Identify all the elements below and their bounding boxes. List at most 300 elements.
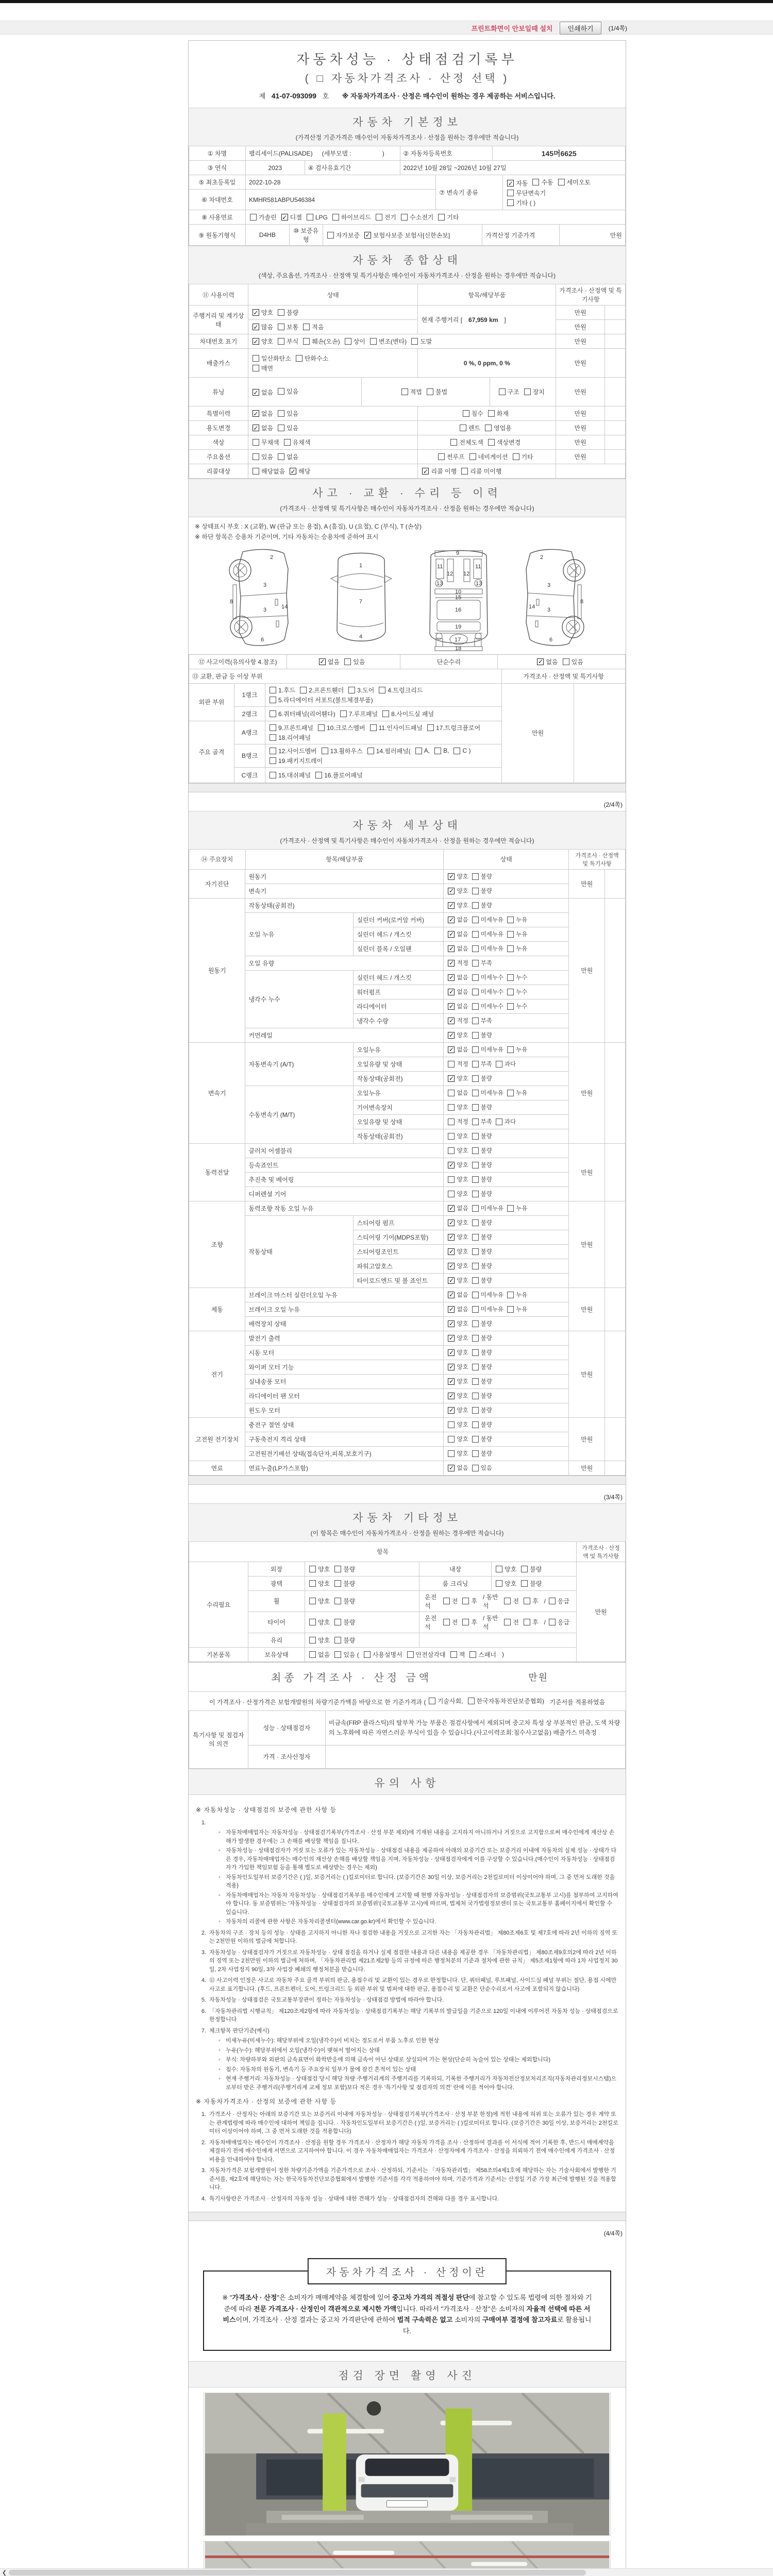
notices-body bbox=[189, 1795, 626, 2212]
checkbox[interactable] bbox=[278, 409, 298, 418]
checkbox[interactable] bbox=[270, 733, 311, 742]
svg-text:3: 3 bbox=[263, 606, 267, 613]
checkbox[interactable] bbox=[296, 354, 328, 363]
checkbox-label: 없음 bbox=[457, 1047, 468, 1054]
checkbox-checked[interactable] bbox=[253, 337, 273, 346]
checkbox[interactable] bbox=[558, 178, 591, 187]
checkbox-checked[interactable] bbox=[448, 959, 468, 967]
checkbox-checked[interactable] bbox=[448, 1016, 468, 1025]
section-subtitle: (가격조사 · 산정액 및 특기사항은 매수인이 자동차가격조사 · 산정을 원하는 경우에만 적습니다) bbox=[280, 837, 534, 844]
checkbox-box bbox=[322, 748, 328, 754]
checkbox[interactable] bbox=[472, 1233, 492, 1241]
checkbox[interactable] bbox=[309, 1565, 330, 1573]
checkbox[interactable] bbox=[448, 1449, 468, 1458]
checkbox-checked[interactable] bbox=[448, 1233, 468, 1241]
checkbox[interactable] bbox=[309, 1618, 330, 1626]
bullet-marker: ◦ bbox=[219, 2076, 221, 2082]
checkbox[interactable] bbox=[469, 452, 508, 461]
checkbox[interactable] bbox=[270, 709, 335, 718]
checkbox[interactable] bbox=[407, 1650, 446, 1659]
checkbox-box: ✓ bbox=[448, 1161, 454, 1169]
checkbox[interactable] bbox=[472, 1074, 492, 1082]
label-basic-items: 기본품목 bbox=[189, 1648, 248, 1662]
checkbox[interactable] bbox=[472, 1002, 503, 1010]
checkbox[interactable] bbox=[270, 756, 323, 765]
checkbox[interactable] bbox=[348, 686, 374, 694]
checkbox-label: 없음 bbox=[457, 946, 468, 953]
checkbox-checked[interactable] bbox=[448, 1204, 468, 1212]
checkbox-checked[interactable] bbox=[448, 1348, 468, 1357]
checkbox[interactable] bbox=[469, 1650, 496, 1659]
price-cell: 만원 bbox=[577, 1562, 626, 1662]
checkbox[interactable] bbox=[429, 1697, 463, 1705]
checkbox[interactable] bbox=[460, 423, 480, 432]
checkbox[interactable] bbox=[322, 747, 363, 755]
checkbox[interactable] bbox=[507, 1305, 527, 1313]
checkbox[interactable] bbox=[334, 1597, 355, 1605]
state-options bbox=[444, 1072, 569, 1086]
checkbox[interactable] bbox=[427, 387, 447, 396]
checkbox[interactable] bbox=[253, 438, 279, 447]
checkbox[interactable] bbox=[472, 988, 503, 996]
service-note: ※ 자동차가격조사 · 산정은 매수인이 원하는 경우 제공하는 서비스입니다. bbox=[342, 92, 556, 100]
checkbox-checked[interactable] bbox=[253, 308, 273, 317]
checkbox[interactable] bbox=[513, 452, 533, 461]
checkbox[interactable] bbox=[472, 916, 503, 924]
state-options bbox=[444, 913, 569, 927]
checkbox[interactable] bbox=[472, 1117, 492, 1126]
checkbox[interactable] bbox=[307, 214, 328, 221]
checkbox-checked[interactable] bbox=[290, 467, 310, 476]
checkbox-checked[interactable] bbox=[448, 1392, 468, 1400]
label-transmission-type: ⑦ 변속기 종류 bbox=[436, 175, 503, 210]
checkbox[interactable] bbox=[507, 189, 546, 197]
label-appraiser: 가격 · 조사산정자 bbox=[248, 1745, 326, 1769]
checkbox[interactable] bbox=[521, 1579, 542, 1588]
checkbox[interactable] bbox=[532, 178, 553, 187]
checkbox[interactable] bbox=[472, 1060, 492, 1068]
checkbox-checked[interactable] bbox=[448, 1464, 468, 1472]
checkbox[interactable] bbox=[549, 1597, 569, 1605]
checkbox[interactable] bbox=[411, 337, 432, 346]
checkbox[interactable] bbox=[472, 1435, 492, 1443]
checkbox-box bbox=[472, 960, 479, 967]
option-text: ) bbox=[502, 1651, 505, 1658]
checkbox[interactable] bbox=[472, 1247, 492, 1256]
checkbox-checked[interactable] bbox=[253, 323, 273, 331]
checkbox-checked[interactable] bbox=[364, 231, 450, 240]
checkbox-checked[interactable] bbox=[448, 1334, 468, 1342]
checkbox-box bbox=[472, 974, 479, 981]
checkbox[interactable] bbox=[472, 1190, 492, 1198]
checkbox-box bbox=[507, 1003, 514, 1010]
checkbox[interactable] bbox=[488, 409, 509, 418]
checkbox[interactable] bbox=[309, 1597, 330, 1605]
price-cell: 만원 bbox=[556, 450, 605, 464]
checkbox-box bbox=[461, 468, 468, 474]
checkbox[interactable] bbox=[496, 1117, 516, 1126]
checkbox-checked[interactable] bbox=[448, 1002, 468, 1010]
checkbox[interactable] bbox=[507, 973, 527, 981]
checkbox[interactable] bbox=[334, 1565, 355, 1573]
checkbox-label: 양호 bbox=[457, 903, 468, 909]
checkbox[interactable] bbox=[309, 1650, 330, 1659]
checkbox-label: 15.대쉬패널 bbox=[278, 771, 311, 779]
checkbox[interactable] bbox=[521, 1565, 542, 1573]
checkbox[interactable] bbox=[472, 1377, 492, 1385]
checkbox-box: ✓ bbox=[448, 1291, 454, 1299]
checkbox-checked[interactable] bbox=[448, 1319, 468, 1328]
checkbox-box bbox=[448, 1061, 455, 1067]
checkbox[interactable] bbox=[401, 213, 433, 222]
checkbox[interactable] bbox=[472, 887, 492, 895]
emission-values: 0 %, 0 ppm, 0 % bbox=[418, 349, 556, 378]
accident-history-options bbox=[287, 655, 400, 669]
checkbox[interactable] bbox=[448, 1175, 468, 1183]
checkbox[interactable] bbox=[472, 1363, 492, 1371]
checkbox[interactable] bbox=[370, 337, 407, 346]
item-label: 커먼레일 bbox=[245, 1028, 444, 1043]
checkbox-label: 양호 bbox=[457, 1249, 468, 1256]
checkbox[interactable] bbox=[524, 1618, 539, 1626]
item-label: 구동축전지 격리 상태 bbox=[245, 1432, 444, 1447]
checkbox[interactable] bbox=[496, 1579, 516, 1588]
checkbox-box bbox=[278, 453, 284, 460]
checkbox[interactable] bbox=[472, 1089, 503, 1097]
checkbox[interactable] bbox=[472, 1204, 503, 1212]
checkbox[interactable] bbox=[415, 747, 430, 754]
checkbox[interactable] bbox=[270, 686, 295, 694]
checkbox-label: 있음 bbox=[287, 410, 299, 417]
checkbox[interactable] bbox=[334, 1618, 355, 1626]
checkbox-checked[interactable] bbox=[448, 1074, 468, 1082]
checkbox-checked[interactable] bbox=[448, 901, 468, 909]
remark-cell bbox=[605, 1418, 626, 1461]
checkbox[interactable] bbox=[318, 723, 365, 732]
checkbox[interactable] bbox=[448, 1132, 468, 1140]
checkbox-checked[interactable] bbox=[448, 1031, 468, 1039]
text: 로 활용됩니다. bbox=[402, 2316, 592, 2335]
checkbox[interactable] bbox=[278, 452, 298, 461]
checkbox[interactable] bbox=[278, 308, 298, 317]
scrollbar-thumb[interactable] bbox=[9, 2570, 586, 2575]
label-engine-type: ⑨ 원동기형식 bbox=[189, 225, 246, 246]
checkbox-box bbox=[472, 1436, 479, 1443]
checkbox[interactable] bbox=[379, 686, 423, 694]
checkbox-checked[interactable] bbox=[507, 179, 528, 188]
checkbox[interactable] bbox=[507, 916, 527, 924]
checkbox[interactable] bbox=[364, 1650, 402, 1659]
checkbox[interactable] bbox=[472, 959, 492, 967]
checkbox-checked[interactable] bbox=[448, 1291, 468, 1299]
checkbox[interactable] bbox=[472, 1132, 492, 1140]
checkbox[interactable] bbox=[472, 1016, 492, 1025]
header-price: 가격조사 · 산정액 및 특기사항 bbox=[577, 1542, 626, 1562]
checkbox[interactable] bbox=[448, 1190, 468, 1198]
checkbox[interactable] bbox=[438, 213, 459, 222]
checkbox-checked[interactable] bbox=[448, 1406, 468, 1414]
checkbox[interactable] bbox=[401, 387, 422, 396]
checkbox[interactable] bbox=[472, 1449, 492, 1458]
checkbox[interactable] bbox=[461, 467, 501, 476]
checkbox[interactable] bbox=[504, 1618, 519, 1626]
checkbox[interactable] bbox=[468, 1697, 545, 1705]
checkbox[interactable] bbox=[472, 1276, 492, 1284]
price-cell: 만원 bbox=[556, 406, 605, 421]
checkbox[interactable] bbox=[367, 747, 411, 755]
checkbox-label: 없음 bbox=[287, 453, 299, 461]
checkbox-checked[interactable] bbox=[448, 1045, 468, 1054]
checkbox[interactable] bbox=[462, 1618, 477, 1626]
checkbox[interactable] bbox=[549, 1618, 569, 1626]
checkbox-box bbox=[309, 1651, 316, 1658]
checkbox-checked[interactable] bbox=[281, 213, 302, 222]
checkbox-label: 전기 bbox=[384, 214, 397, 221]
checkbox[interactable] bbox=[507, 1204, 527, 1212]
checkbox[interactable] bbox=[472, 930, 503, 938]
checkbox-checked[interactable] bbox=[537, 657, 558, 666]
checkbox[interactable] bbox=[472, 1392, 492, 1400]
checkbox-label: 양호 bbox=[457, 888, 468, 895]
checkbox[interactable] bbox=[309, 1579, 330, 1588]
checkbox[interactable] bbox=[448, 1060, 468, 1068]
checkbox[interactable] bbox=[472, 1031, 492, 1039]
notice-item bbox=[196, 2195, 618, 2204]
checkbox[interactable] bbox=[524, 1597, 539, 1605]
checkbox[interactable] bbox=[334, 1579, 355, 1588]
checkbox[interactable] bbox=[278, 387, 298, 396]
checkbox[interactable] bbox=[472, 872, 492, 880]
checkbox-box bbox=[415, 748, 422, 754]
checkbox[interactable] bbox=[485, 423, 512, 432]
checkbox[interactable] bbox=[472, 944, 503, 953]
checkbox[interactable] bbox=[376, 213, 396, 222]
checkbox[interactable] bbox=[334, 1636, 355, 1645]
checkbox[interactable] bbox=[472, 1045, 503, 1054]
checkbox-box bbox=[463, 410, 469, 417]
checkbox-checked[interactable] bbox=[319, 657, 340, 666]
checkbox[interactable] bbox=[327, 231, 360, 240]
checkbox-checked[interactable] bbox=[448, 1247, 468, 1256]
horizontal-scrollbar[interactable] bbox=[0, 2568, 773, 2576]
checkbox[interactable] bbox=[450, 438, 483, 447]
header-part: 항목/해당부품 bbox=[418, 284, 556, 306]
checkbox-checked[interactable] bbox=[253, 388, 273, 397]
checkbox-checked[interactable] bbox=[448, 1377, 468, 1385]
checkbox-label: 양호 bbox=[457, 1162, 468, 1169]
checkbox[interactable] bbox=[507, 1045, 527, 1054]
checkbox[interactable] bbox=[462, 1597, 477, 1605]
checkbox-box bbox=[472, 902, 479, 909]
checkbox[interactable] bbox=[332, 213, 371, 222]
remark-cell bbox=[605, 435, 626, 450]
checkbox[interactable] bbox=[507, 930, 527, 938]
checkbox[interactable] bbox=[504, 1597, 519, 1605]
checkbox[interactable] bbox=[507, 1089, 527, 1097]
svg-text:11: 11 bbox=[437, 563, 443, 570]
checkbox[interactable] bbox=[443, 1597, 458, 1605]
checkbox[interactable] bbox=[448, 1146, 468, 1155]
checkbox[interactable] bbox=[303, 337, 340, 346]
checkbox[interactable] bbox=[284, 438, 311, 447]
checkbox[interactable] bbox=[443, 1618, 458, 1626]
checkbox[interactable] bbox=[472, 973, 503, 981]
checkbox-checked[interactable] bbox=[448, 916, 468, 924]
checkbox-box bbox=[300, 687, 307, 693]
checkbox[interactable] bbox=[370, 723, 423, 732]
checkbox[interactable] bbox=[270, 723, 313, 732]
checkbox-checked[interactable] bbox=[422, 467, 457, 476]
checkbox-label: 양호 bbox=[457, 874, 468, 880]
checkbox[interactable] bbox=[253, 364, 273, 372]
checkbox[interactable] bbox=[278, 423, 298, 432]
checkbox-checked[interactable] bbox=[448, 1276, 468, 1284]
checkbox-label: 미세누수 bbox=[480, 975, 504, 981]
checkbox-box bbox=[253, 365, 259, 371]
checkbox[interactable] bbox=[507, 1002, 527, 1010]
scroll-left-arrow[interactable]: ❮ bbox=[2, 2569, 7, 2576]
device-label: 고전원 전기장치 bbox=[189, 1418, 245, 1461]
checkbox[interactable] bbox=[300, 686, 344, 694]
checkbox[interactable] bbox=[496, 1565, 516, 1573]
checkbox[interactable] bbox=[472, 1348, 492, 1357]
checkbox[interactable] bbox=[270, 696, 373, 704]
checkbox[interactable] bbox=[278, 337, 298, 346]
svg-text:3: 3 bbox=[547, 606, 551, 613]
checkbox[interactable] bbox=[524, 387, 545, 396]
checkbox[interactable] bbox=[334, 1650, 359, 1659]
checkbox[interactable] bbox=[270, 747, 317, 755]
checkbox[interactable] bbox=[563, 657, 583, 666]
checkbox-label: 양호 bbox=[505, 1580, 517, 1587]
checkbox[interactable] bbox=[278, 323, 298, 331]
checkbox[interactable] bbox=[507, 944, 527, 953]
checkbox[interactable] bbox=[472, 901, 492, 909]
checkbox[interactable] bbox=[472, 1305, 503, 1313]
checkbox[interactable] bbox=[448, 1420, 468, 1429]
checkbox[interactable] bbox=[448, 1435, 468, 1443]
checkbox[interactable] bbox=[507, 988, 527, 996]
checkbox-checked[interactable] bbox=[448, 872, 468, 880]
checkbox-box bbox=[507, 1306, 514, 1313]
checkbox-checked[interactable] bbox=[448, 944, 468, 953]
checkbox-label: 적정 bbox=[457, 1061, 468, 1068]
checkbox-label: 양호 bbox=[457, 1177, 468, 1183]
checkbox-label: 양호 bbox=[457, 1379, 468, 1385]
checkbox[interactable] bbox=[303, 323, 324, 331]
checkbox[interactable] bbox=[472, 1161, 492, 1169]
checkbox[interactable] bbox=[382, 709, 434, 718]
checkbox-checked[interactable] bbox=[448, 887, 468, 895]
label-submodel: (세부모델 : bbox=[322, 150, 351, 157]
checkbox-label: 불량 bbox=[480, 903, 492, 909]
checkbox[interactable] bbox=[472, 1175, 492, 1183]
checkbox-box bbox=[278, 425, 284, 431]
notice-bullet bbox=[219, 1846, 618, 1872]
price-cell: 만원 bbox=[569, 1043, 605, 1144]
item-label: 시동 모터 bbox=[245, 1346, 444, 1360]
checkbox-box bbox=[549, 1619, 556, 1625]
checkbox[interactable] bbox=[496, 1060, 516, 1068]
checkbox[interactable] bbox=[253, 452, 273, 461]
checkbox[interactable] bbox=[472, 1262, 492, 1270]
checkbox-label: 6.쿼터패널(리어휀다) bbox=[278, 710, 335, 718]
checkbox[interactable] bbox=[315, 771, 363, 779]
print-button[interactable]: 인쇄하기 bbox=[560, 22, 601, 35]
checkbox-checked[interactable] bbox=[448, 930, 468, 938]
checkbox-box bbox=[472, 1090, 479, 1096]
checkbox[interactable] bbox=[507, 1291, 527, 1299]
checkbox-checked[interactable] bbox=[448, 1161, 468, 1169]
checkbox[interactable] bbox=[434, 747, 449, 754]
checkbox-box bbox=[334, 1598, 341, 1604]
checkbox-checked[interactable] bbox=[253, 423, 273, 432]
checkbox[interactable] bbox=[472, 1406, 492, 1414]
checkbox-checked[interactable] bbox=[448, 973, 468, 981]
checkbox-box: ✓ bbox=[448, 1219, 454, 1227]
checkbox-label: 5.라디에이터 서포트(볼트체결부품) bbox=[278, 696, 373, 704]
checkbox[interactable] bbox=[438, 452, 465, 461]
checkbox[interactable] bbox=[453, 747, 470, 754]
checkbox[interactable] bbox=[472, 1103, 492, 1111]
checkbox-label: 미세누유 bbox=[480, 1206, 504, 1212]
checkbox-box bbox=[472, 1219, 479, 1226]
checkbox-label: 없음 bbox=[261, 425, 274, 432]
checkbox[interactable] bbox=[499, 387, 519, 396]
checkbox-label: 불량 bbox=[480, 1379, 492, 1385]
checkbox[interactable] bbox=[345, 337, 365, 346]
checkbox[interactable] bbox=[472, 1218, 492, 1227]
checkbox-checked[interactable] bbox=[448, 1363, 468, 1371]
checkbox[interactable] bbox=[472, 1464, 492, 1472]
checkbox-label: 양호 bbox=[318, 1619, 330, 1626]
doc-no: 41-07-093099 bbox=[271, 92, 316, 100]
checkbox-box bbox=[438, 453, 445, 460]
checkbox-label: 양호 bbox=[457, 1148, 468, 1155]
checkbox[interactable] bbox=[472, 1319, 492, 1328]
checkbox[interactable] bbox=[463, 409, 483, 418]
checkbox[interactable] bbox=[472, 1146, 492, 1155]
checkbox-label: 훼손(오손) bbox=[312, 338, 340, 345]
checkbox[interactable] bbox=[448, 1117, 468, 1126]
checkbox[interactable] bbox=[472, 1291, 503, 1299]
checkbox[interactable] bbox=[250, 213, 277, 222]
checkbox[interactable] bbox=[472, 1334, 492, 1342]
checkbox-checked[interactable] bbox=[448, 1262, 468, 1270]
vehicle-type-legend: ※ 하단 항목은 승용차 기준이며, 기타 자동차는 승용차에 준하여 표시 bbox=[195, 533, 379, 541]
checkbox[interactable] bbox=[448, 1089, 468, 1097]
checkbox[interactable] bbox=[507, 198, 535, 207]
checkbox[interactable] bbox=[340, 709, 378, 718]
notice-bullet bbox=[219, 1891, 618, 1917]
checkbox-checked[interactable] bbox=[448, 1218, 468, 1227]
checkbox-checked[interactable] bbox=[448, 1305, 468, 1313]
checkbox[interactable] bbox=[450, 1650, 465, 1659]
checkbox-checked[interactable] bbox=[448, 988, 468, 996]
checkbox[interactable] bbox=[253, 467, 285, 476]
checkbox-label: 불법 bbox=[435, 388, 448, 396]
checkbox[interactable] bbox=[270, 771, 311, 779]
checkbox[interactable] bbox=[448, 1103, 468, 1111]
checkbox[interactable] bbox=[253, 354, 291, 363]
checkbox[interactable] bbox=[488, 438, 520, 447]
checkbox[interactable] bbox=[344, 657, 365, 666]
checkbox[interactable] bbox=[309, 1636, 330, 1645]
checkbox[interactable] bbox=[427, 723, 480, 732]
checkbox[interactable] bbox=[472, 1420, 492, 1429]
checkbox-checked[interactable] bbox=[253, 409, 273, 418]
checkbox-label: 양호 bbox=[457, 1105, 468, 1111]
